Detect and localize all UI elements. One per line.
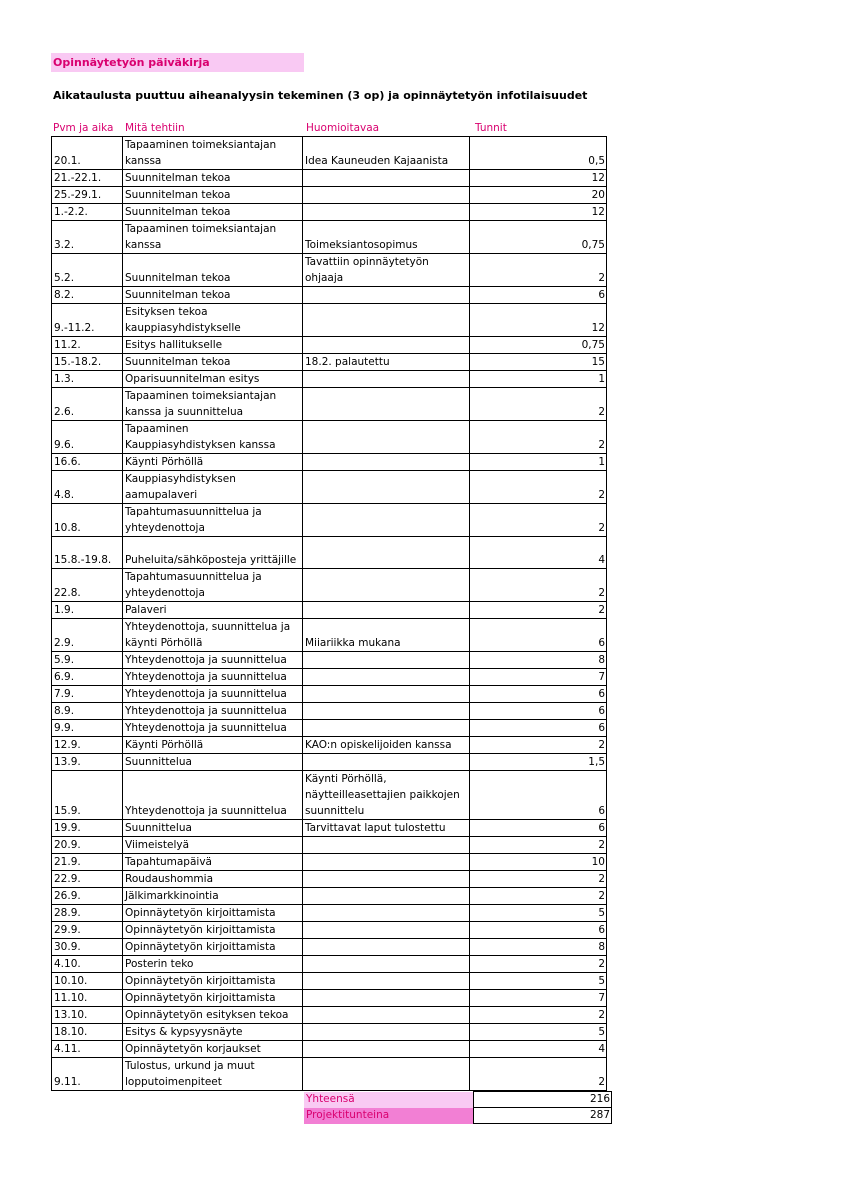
project-hours-value: 287 xyxy=(474,1108,612,1124)
cell-task: Yhteydenottoja, suunnittelua ja käynti Pörhöllä xyxy=(123,619,303,652)
cell-date: 13.10. xyxy=(52,1007,123,1024)
cell-date: 9.-11.2. xyxy=(52,304,123,337)
cell-task: Käynti Pörhöllä xyxy=(123,454,303,471)
cell-hours: 12 xyxy=(470,204,607,221)
cell-hours: 5 xyxy=(470,973,607,990)
cell-note xyxy=(303,669,470,686)
cell-hours: 2 xyxy=(470,388,607,421)
cell-task: Tapahtumapäivä xyxy=(123,854,303,871)
cell-task: Suunnitelman tekoa xyxy=(123,204,303,221)
cell-date: 11.10. xyxy=(52,990,123,1007)
column-header-note: Huomioitavaa xyxy=(306,122,380,134)
cell-date: 25.-29.1. xyxy=(52,187,123,204)
cell-task: Tapaaminen toimeksiantajan kanssa xyxy=(123,221,303,254)
total-row xyxy=(304,1092,612,1108)
cell-note xyxy=(303,956,470,973)
table-row xyxy=(52,371,607,388)
cell-note xyxy=(303,388,470,421)
total-label: Yhteensä xyxy=(304,1092,474,1108)
cell-task: Tapaaminen Kauppiasyhdistyksen kanssa xyxy=(123,421,303,454)
cell-note xyxy=(303,888,470,905)
cell-date: 20.9. xyxy=(52,837,123,854)
cell-note: Tavattiin opinnäytetyön ohjaaja xyxy=(303,254,470,287)
cell-hours: 12 xyxy=(470,304,607,337)
cell-date: 10.8. xyxy=(52,504,123,537)
cell-note: Tarvittavat laput tulostettu xyxy=(303,820,470,837)
cell-task: Käynti Pörhöllä xyxy=(123,737,303,754)
cell-task: Tapahtumasuunnittelua ja yhteydenottoja xyxy=(123,504,303,537)
table-row xyxy=(52,602,607,619)
cell-task: Suunnitelman tekoa xyxy=(123,287,303,304)
table-row xyxy=(52,137,607,170)
cell-date: 9.6. xyxy=(52,421,123,454)
cell-date: 5.2. xyxy=(52,254,123,287)
cell-task: Palaveri xyxy=(123,602,303,619)
table-row xyxy=(52,304,607,337)
cell-note xyxy=(303,471,470,504)
cell-note xyxy=(303,754,470,771)
table-row xyxy=(52,254,607,287)
project-hours-label: Projektitunteina xyxy=(304,1108,474,1124)
cell-note xyxy=(303,170,470,187)
cell-note xyxy=(303,1058,470,1091)
cell-note xyxy=(303,686,470,703)
cell-note: Käynti Pörhöllä, näytteilleasettajien paikkojen suunnittelu xyxy=(303,771,470,820)
cell-task: Kauppiasyhdistyksen aamupalaveri xyxy=(123,471,303,504)
cell-note xyxy=(303,454,470,471)
table-row xyxy=(52,888,607,905)
cell-note xyxy=(303,720,470,737)
table-row xyxy=(52,1058,607,1091)
cell-task: Suunnittelua xyxy=(123,820,303,837)
table-row xyxy=(52,771,607,820)
cell-hours: 2 xyxy=(470,1058,607,1091)
cell-hours: 15 xyxy=(470,354,607,371)
table-row xyxy=(52,537,607,569)
cell-note xyxy=(303,504,470,537)
cell-date: 4.11. xyxy=(52,1041,123,1058)
cell-task: Tulostus, urkund ja muut lopputoimenpiteet xyxy=(123,1058,303,1091)
cell-date: 21.-22.1. xyxy=(52,170,123,187)
cell-task: Esityksen tekoa kauppiasyhdistykselle xyxy=(123,304,303,337)
cell-note xyxy=(303,602,470,619)
cell-date: 15.9. xyxy=(52,771,123,820)
table-row xyxy=(52,939,607,956)
cell-note xyxy=(303,652,470,669)
cell-note xyxy=(303,871,470,888)
cell-hours: 2 xyxy=(470,569,607,602)
cell-hours: 7 xyxy=(470,669,607,686)
cell-note xyxy=(303,905,470,922)
table-row xyxy=(52,854,607,871)
cell-hours: 2 xyxy=(470,254,607,287)
cell-task: Opinnäytetyön korjaukset xyxy=(123,1041,303,1058)
cell-note xyxy=(303,990,470,1007)
table-row xyxy=(52,652,607,669)
cell-date: 30.9. xyxy=(52,939,123,956)
cell-hours: 1,5 xyxy=(470,754,607,771)
cell-date: 1.-2.2. xyxy=(52,204,123,221)
table-row xyxy=(52,973,607,990)
table-row xyxy=(52,686,607,703)
cell-note: 18.2. palautettu xyxy=(303,354,470,371)
cell-note xyxy=(303,187,470,204)
cell-date: 11.2. xyxy=(52,337,123,354)
cell-hours: 4 xyxy=(470,537,607,569)
cell-hours: 2 xyxy=(470,602,607,619)
cell-hours: 5 xyxy=(470,905,607,922)
cell-date: 16.6. xyxy=(52,454,123,471)
cell-hours: 4 xyxy=(470,1041,607,1058)
cell-task: Puheluita/sähköposteja yrittäjille xyxy=(123,537,303,569)
cell-task: Viimeistelyä xyxy=(123,837,303,854)
cell-hours: 6 xyxy=(470,686,607,703)
table-row xyxy=(52,737,607,754)
cell-note: Toimeksiantosopimus xyxy=(303,221,470,254)
cell-hours: 2 xyxy=(470,1007,607,1024)
cell-note xyxy=(303,703,470,720)
cell-task: Tapahtumasuunnittelua ja yhteydenottoja xyxy=(123,569,303,602)
cell-date: 21.9. xyxy=(52,854,123,871)
cell-task: Suunnittelua xyxy=(123,754,303,771)
cell-note xyxy=(303,537,470,569)
cell-date: 15.8.-19.8. xyxy=(52,537,123,569)
cell-hours: 2 xyxy=(470,837,607,854)
cell-date: 22.8. xyxy=(52,569,123,602)
cell-note: Miiariikka mukana xyxy=(303,619,470,652)
cell-note xyxy=(303,922,470,939)
cell-hours: 6 xyxy=(470,771,607,820)
cell-date: 1.3. xyxy=(52,371,123,388)
cell-date: 2.9. xyxy=(52,619,123,652)
cell-date: 10.10. xyxy=(52,973,123,990)
cell-task: Yhteydenottoja ja suunnittelua xyxy=(123,720,303,737)
table-row xyxy=(52,569,607,602)
cell-task: Opinnäytetyön kirjoittamista xyxy=(123,973,303,990)
cell-task: Esitys hallitukselle xyxy=(123,337,303,354)
cell-task: Roudaushommia xyxy=(123,871,303,888)
cell-task: Opinnäytetyön kirjoittamista xyxy=(123,939,303,956)
cell-date: 6.9. xyxy=(52,669,123,686)
cell-date: 15.-18.2. xyxy=(52,354,123,371)
cell-task: Opinnäytetyön kirjoittamista xyxy=(123,990,303,1007)
table-row xyxy=(52,221,607,254)
table-row xyxy=(52,990,607,1007)
cell-date: 3.2. xyxy=(52,221,123,254)
cell-hours: 6 xyxy=(470,287,607,304)
cell-task: Yhteydenottoja ja suunnittelua xyxy=(123,669,303,686)
cell-note xyxy=(303,204,470,221)
column-header-date: Pvm ja aika xyxy=(53,122,114,134)
cell-hours: 0,75 xyxy=(470,221,607,254)
cell-note: KAO:n opiskelijoiden kanssa xyxy=(303,737,470,754)
cell-task: Posterin teko xyxy=(123,956,303,973)
cell-task: Opinnäytetyön kirjoittamista xyxy=(123,922,303,939)
cell-task: Esitys & kypsyysnäyte xyxy=(123,1024,303,1041)
cell-hours: 2 xyxy=(470,504,607,537)
cell-date: 13.9. xyxy=(52,754,123,771)
cell-date: 2.6. xyxy=(52,388,123,421)
cell-date: 8.2. xyxy=(52,287,123,304)
cell-task: Tapaaminen toimeksiantajan kanssa ja suunnittelua xyxy=(123,388,303,421)
totals-table xyxy=(304,1091,612,1124)
cell-task: Opinnäytetyön esityksen tekoa xyxy=(123,1007,303,1024)
cell-task: Yhteydenottoja ja suunnittelua xyxy=(123,686,303,703)
cell-task: Jälkimarkkinointia xyxy=(123,888,303,905)
cell-hours: 8 xyxy=(470,652,607,669)
cell-hours: 5 xyxy=(470,1024,607,1041)
cell-note xyxy=(303,304,470,337)
table-row xyxy=(52,1024,607,1041)
table-row xyxy=(52,421,607,454)
cell-hours: 6 xyxy=(470,922,607,939)
table-row xyxy=(52,504,607,537)
cell-date: 9.9. xyxy=(52,720,123,737)
table-row xyxy=(52,471,607,504)
table-row xyxy=(52,837,607,854)
table-row xyxy=(52,287,607,304)
document-subtitle: Aikataulusta puuttuu aiheanalyysin tekeminen (3 op) ja opinnäytetyön infotilaisuudet xyxy=(53,89,588,102)
table-row xyxy=(52,956,607,973)
cell-task: Suunnitelman tekoa xyxy=(123,254,303,287)
cell-task: Yhteydenottoja ja suunnittelua xyxy=(123,771,303,820)
table-row xyxy=(52,754,607,771)
cell-hours: 8 xyxy=(470,939,607,956)
cell-hours: 6 xyxy=(470,820,607,837)
cell-hours: 0,75 xyxy=(470,337,607,354)
table-row xyxy=(52,388,607,421)
cell-note xyxy=(303,371,470,388)
cell-date: 26.9. xyxy=(52,888,123,905)
cell-note xyxy=(303,973,470,990)
cell-date: 19.9. xyxy=(52,820,123,837)
project-hours-row xyxy=(304,1108,612,1124)
total-value: 216 xyxy=(474,1092,612,1108)
cell-hours: 2 xyxy=(470,888,607,905)
table-row xyxy=(52,720,607,737)
table-row xyxy=(52,703,607,720)
table-row xyxy=(52,871,607,888)
cell-date: 12.9. xyxy=(52,737,123,754)
cell-note: Idea Kauneuden Kajaanista xyxy=(303,137,470,170)
table-row xyxy=(52,905,607,922)
diary-table xyxy=(51,136,607,1091)
table-row xyxy=(52,354,607,371)
cell-hours: 6 xyxy=(470,720,607,737)
table-row xyxy=(52,204,607,221)
table-row xyxy=(52,669,607,686)
cell-note xyxy=(303,569,470,602)
cell-hours: 1 xyxy=(470,371,607,388)
cell-date: 20.1. xyxy=(52,137,123,170)
cell-note xyxy=(303,939,470,956)
table-row xyxy=(52,1041,607,1058)
table-row xyxy=(52,820,607,837)
cell-hours: 7 xyxy=(470,990,607,1007)
cell-date: 29.9. xyxy=(52,922,123,939)
cell-hours: 2 xyxy=(470,421,607,454)
table-row xyxy=(52,454,607,471)
cell-note xyxy=(303,421,470,454)
cell-task: Suunnitelman tekoa xyxy=(123,187,303,204)
cell-date: 5.9. xyxy=(52,652,123,669)
cell-note xyxy=(303,1041,470,1058)
cell-note xyxy=(303,337,470,354)
column-header-hours: Tunnit xyxy=(475,122,507,134)
cell-date: 18.10. xyxy=(52,1024,123,1041)
cell-hours: 6 xyxy=(470,619,607,652)
cell-date: 4.8. xyxy=(52,471,123,504)
cell-note xyxy=(303,287,470,304)
column-header-task: Mitä tehtiin xyxy=(125,122,185,134)
cell-task: Oparisuunnitelman esitys xyxy=(123,371,303,388)
cell-task: Yhteydenottoja ja suunnittelua xyxy=(123,652,303,669)
cell-date: 28.9. xyxy=(52,905,123,922)
cell-date: 22.9. xyxy=(52,871,123,888)
cell-note xyxy=(303,854,470,871)
cell-hours: 1 xyxy=(470,454,607,471)
cell-hours: 20 xyxy=(470,187,607,204)
cell-task: Tapaaminen toimeksiantajan kanssa xyxy=(123,137,303,170)
cell-hours: 2 xyxy=(470,471,607,504)
cell-note xyxy=(303,1007,470,1024)
document-title: Opinnäytetyön päiväkirja xyxy=(51,53,304,72)
cell-date: 8.9. xyxy=(52,703,123,720)
cell-task: Opinnäytetyön kirjoittamista xyxy=(123,905,303,922)
table-row xyxy=(52,337,607,354)
table-row xyxy=(52,1007,607,1024)
cell-note xyxy=(303,1024,470,1041)
cell-hours: 10 xyxy=(470,854,607,871)
cell-date: 1.9. xyxy=(52,602,123,619)
cell-date: 7.9. xyxy=(52,686,123,703)
cell-hours: 6 xyxy=(470,703,607,720)
cell-hours: 2 xyxy=(470,737,607,754)
table-row xyxy=(52,619,607,652)
cell-hours: 0,5 xyxy=(470,137,607,170)
cell-hours: 2 xyxy=(470,956,607,973)
cell-task: Suunnitelman tekoa xyxy=(123,170,303,187)
cell-date: 9.11. xyxy=(52,1058,123,1091)
cell-date: 4.10. xyxy=(52,956,123,973)
cell-note xyxy=(303,837,470,854)
cell-hours: 2 xyxy=(470,871,607,888)
cell-task: Suunnitelman tekoa xyxy=(123,354,303,371)
table-row xyxy=(52,922,607,939)
table-row xyxy=(52,187,607,204)
cell-task: Yhteydenottoja ja suunnittelua xyxy=(123,703,303,720)
table-row xyxy=(52,170,607,187)
cell-hours: 12 xyxy=(470,170,607,187)
